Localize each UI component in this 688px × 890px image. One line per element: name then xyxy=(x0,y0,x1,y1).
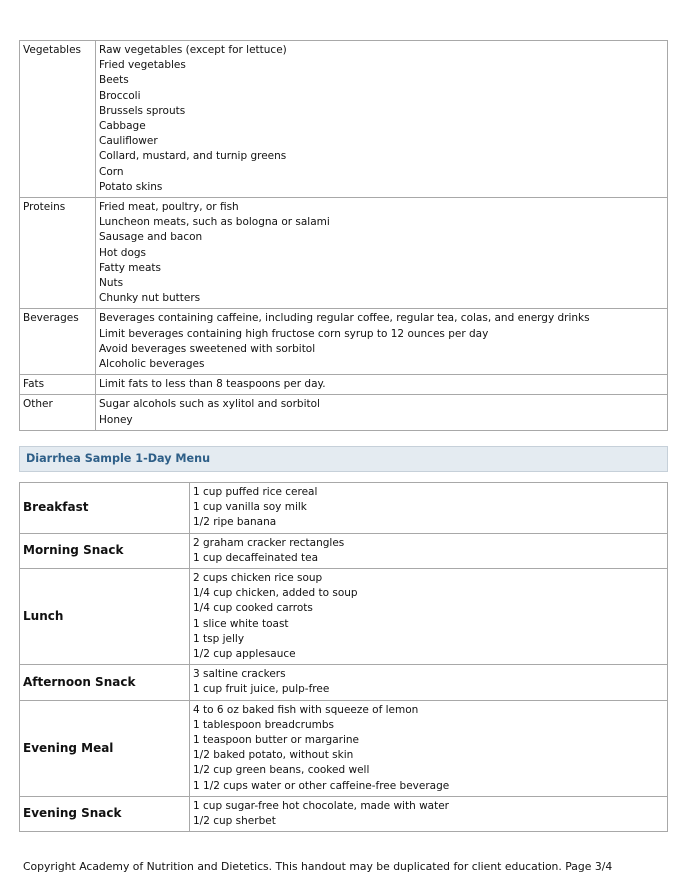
list-item: 1 cup decaffeinated tea xyxy=(193,551,319,564)
list-item: 2 cups chicken rice soup xyxy=(193,572,323,585)
list-item: 1/2 cup sherbet xyxy=(193,815,276,828)
table-row xyxy=(20,375,668,395)
category-label: Beverages xyxy=(20,309,96,375)
list-item: Limit fats to less than 8 teaspoons per day. xyxy=(99,378,326,391)
meal-label: Afternoon Snack xyxy=(20,665,190,700)
list-item: 1 cup puffed rice cereal xyxy=(193,486,318,498)
list-item: Beverages containing caffeine, including regular coffee, regular tea, colas, and energy drinks xyxy=(99,312,590,325)
list-item: 1 teaspoon butter or margarine xyxy=(193,734,359,747)
meal-items xyxy=(190,700,668,796)
list-item: Broccoli xyxy=(99,89,141,102)
list-item: Beets xyxy=(99,74,129,87)
list-item: Luncheon meats, such as bologna or salami xyxy=(99,216,330,229)
foods-to-avoid-table xyxy=(19,40,668,431)
list-item: 4 to 6 oz baked fish with squeeze of lemon xyxy=(193,703,419,716)
menu-section-header xyxy=(19,446,668,472)
list-item: Hot dogs xyxy=(99,246,146,259)
list-item: Fried meat, poultry, or fish xyxy=(99,201,239,214)
meal-label: Morning Snack xyxy=(20,533,190,568)
list-item: Limit beverages containing high fructose corn syrup to 12 ounces per day xyxy=(99,327,489,340)
sample-menu-table xyxy=(19,482,668,832)
list-item: 1/4 cup cooked carrots xyxy=(193,602,313,615)
table-row xyxy=(20,700,668,796)
list-item: Sugar alcohols such as xylitol and sorbitol xyxy=(99,398,320,411)
copyright-footer: Copyright Academy of Nutrition and Dietetics. This handout may be duplicated for client education. Page 3/4 xyxy=(23,860,613,873)
meal-items xyxy=(190,533,668,568)
list-item: Collard, mustard, and turnip greens xyxy=(99,150,287,163)
list-item: Cauliflower xyxy=(99,135,158,148)
list-item: 1 slice white toast xyxy=(193,617,289,630)
list-item: 3 saltine crackers xyxy=(193,668,286,681)
meal-label: Breakfast xyxy=(20,483,190,534)
table-row xyxy=(20,309,668,375)
category-items xyxy=(96,309,668,375)
list-item: 1/2 baked potato, without skin xyxy=(193,749,354,762)
list-item: Alcoholic beverages xyxy=(99,358,205,371)
list-item: Raw vegetables (except for lettuce) xyxy=(99,44,287,56)
table-row xyxy=(20,41,668,198)
list-item: Fried vegetables xyxy=(99,59,186,72)
category-items xyxy=(96,375,668,395)
list-item: Brussels sprouts xyxy=(99,104,186,117)
category-items xyxy=(96,41,668,198)
list-item: Nuts xyxy=(99,277,124,290)
table-row xyxy=(20,665,668,700)
table-row xyxy=(20,796,668,831)
list-item: 1 cup vanilla soy milk xyxy=(193,501,307,514)
list-item: 1/2 cup applesauce xyxy=(193,648,296,661)
category-label: Proteins xyxy=(20,198,96,309)
meal-label: Evening Meal xyxy=(20,700,190,796)
list-item: Fatty meats xyxy=(99,261,162,274)
list-item: 2 graham cracker rectangles xyxy=(193,536,345,549)
section-title: Diarrhea Sample 1-Day Menu xyxy=(26,452,211,465)
list-item: Honey xyxy=(99,413,133,426)
list-item: 1/2 ripe banana xyxy=(193,516,277,529)
table-row xyxy=(20,198,668,309)
list-item: 1 cup sugar-free hot chocolate, made with water xyxy=(193,799,449,812)
list-item: 1 tablespoon breadcrumbs xyxy=(193,718,335,731)
meal-label: Lunch xyxy=(20,569,190,665)
category-label: Fats xyxy=(20,375,96,395)
table-row xyxy=(20,395,668,430)
list-item: 1 1/2 cups water or other caffeine-free beverage xyxy=(193,779,450,792)
list-item: Potato skins xyxy=(99,180,163,193)
list-item: Chunky nut butters xyxy=(99,292,201,305)
list-item: Avoid beverages sweetened with sorbitol xyxy=(99,342,316,355)
meal-items xyxy=(190,665,668,700)
list-item: Cabbage xyxy=(99,120,146,133)
meal-label: Evening Snack xyxy=(20,796,190,831)
list-item: 1/2 cup green beans, cooked well xyxy=(193,764,370,777)
list-item: Sausage and bacon xyxy=(99,231,203,244)
meal-items xyxy=(190,569,668,665)
list-item: Corn xyxy=(99,165,124,178)
table-row xyxy=(20,569,668,665)
meal-items xyxy=(190,796,668,831)
meal-items xyxy=(190,483,668,534)
table-row xyxy=(20,533,668,568)
table-row xyxy=(20,483,668,534)
category-label: Vegetables xyxy=(20,41,96,198)
list-item: 1 cup fruit juice, pulp-free xyxy=(193,683,330,696)
category-items xyxy=(96,198,668,309)
category-label: Other xyxy=(20,395,96,430)
list-item: 1/4 cup chicken, added to soup xyxy=(193,587,358,600)
list-item: 1 tsp jelly xyxy=(193,632,245,645)
category-items xyxy=(96,395,668,430)
